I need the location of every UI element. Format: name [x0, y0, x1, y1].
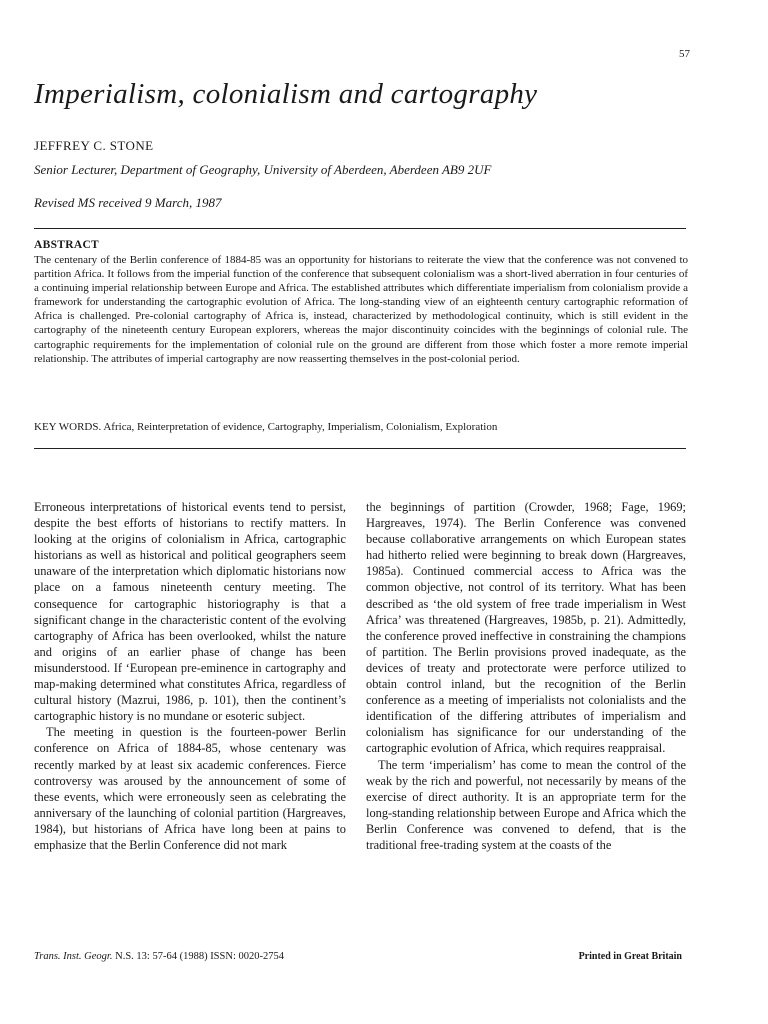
author-name: JEFFREY C. STONE: [34, 138, 154, 153]
body-column-right: [366, 499, 686, 853]
article-title: Imperialism, colonialism and cartography: [34, 78, 538, 110]
body-column-left: [34, 499, 346, 853]
received-date: Revised MS received 9 March, 1987: [34, 195, 222, 210]
page-number: 57: [679, 48, 690, 60]
journal-name: Trans. Inst. Geogr.: [34, 951, 113, 962]
footer-citation: [34, 951, 284, 962]
body-paragraph: The meeting in question is the fourteen-power Berlin conference on Africa of 1884-85, whose centenary was recently marked by at least six academic conferences. Fierce controversy was aroused by the announcement of some of these events, which were erroneously seen as celebrating the anniversary of the launching of colonial partition (Hargreaves, 1984), but historians of Africa have long been at pains to emphasize that the Berlin Conference did not mark: [34, 725, 346, 852]
body-paragraph: Erroneous interpretations of historical events tend to persist, despite the best efforts of historians to rectify matters. In looking at the origins of colonialism in Africa, cartographic historians as well as historical and political geographers seem unaware of the interpretation which diplomatic historians now place on a famous nineteenth century meeting. The consequence for cartographic historiography is that a significant change in the characteristic content of the evolving cartography of Africa has been overlooked, whilst the nature and origins of an earlier phase of change has been misunderstood. If ‘European pre-eminence in cartography and map-making determined what constitutes Africa, regardless of cultural history (Mazrui, 1986, p. 101), then the continent’s cartographic history is no mundane or esoteric subject.: [34, 500, 346, 724]
abstract-heading: ABSTRACT: [34, 239, 100, 251]
keywords: KEY WORDS. Africa, Reinterpretation of evidence, Cartography, Imperialism, Colonialism, Exploration: [34, 421, 498, 433]
abstract-text: The centenary of the Berlin conference of 1884-85 was an opportunity for historians to reiterate the view that the conference was not convened to partition Africa. It follows from the imperial function of the conference that subsequent colonialism was a short-lived aberration in four centuries of a continuing imperial relationship between Europe and Africa. The established attributes which differentiate imperialism from colonialism provide a framework for understanding the cartographic evolution of Africa. The long-standing view of an eighteenth century cartographic reformation of Africa is challenged. Pre-colonial cartography of Africa is, instead, characterized by methodological continuity, which is still evident in the cartography of the nineteenth century European explorers, whereas the major discontinuity coincides with the beginnings of colonial rule. The cartographic requirements for the implementation of colonial rule on the ground are different from those which foster a more remote imperial relationship. The attributes of imperial cartography are now reasserting themselves in the post-colonial period.: [34, 254, 688, 365]
divider-bottom: [34, 448, 686, 449]
citation-details: N.S. 13: 57-64 (1988) ISSN: 0020-2754: [112, 951, 284, 962]
body-paragraph: the beginnings of partition (Crowder, 1968; Fage, 1969; Hargreaves, 1974). The Berlin Conference was convened because collaborative arrangements on which European states had hitherto relied were beginning to break down (Hargreaves, 1985a). Continued commercial access to Africa was the common objective, not control of its territory. What has been described as ‘the old system of free trade imperialism in West Africa’ was threatened (Hargreaves, 1985b, p. 21). Admittedly, the conference proved ineffective in constraining the champions of partition. The Berlin provisions proved inadequate, as the devices of treaty and protectorate were perforce utilized to obtain control inland, but the recognition of the Berlin conference as a meeting of imperialists not colonialists and the identification of the differing attributes of imperialism and colonialism has significance for our understanding of the cartographic evolution of Africa, which requires reappraisal.: [366, 500, 686, 756]
printed-in: Printed in Great Britain: [578, 951, 682, 962]
body-paragraph: The term ‘imperialism’ has come to mean the control of the weak by the rich and powerful, not necessarily by means of the exercise of direct authority. It is an appropriate term for the long-standing relationship between Europe and Africa which the Berlin Conference was convened to defend, that is the traditional free-trading system at the coasts of the: [366, 757, 686, 852]
divider-top: [34, 228, 686, 229]
author-affiliation: Senior Lecturer, Department of Geography, University of Aberdeen, Aberdeen AB9 2UF: [34, 162, 492, 177]
